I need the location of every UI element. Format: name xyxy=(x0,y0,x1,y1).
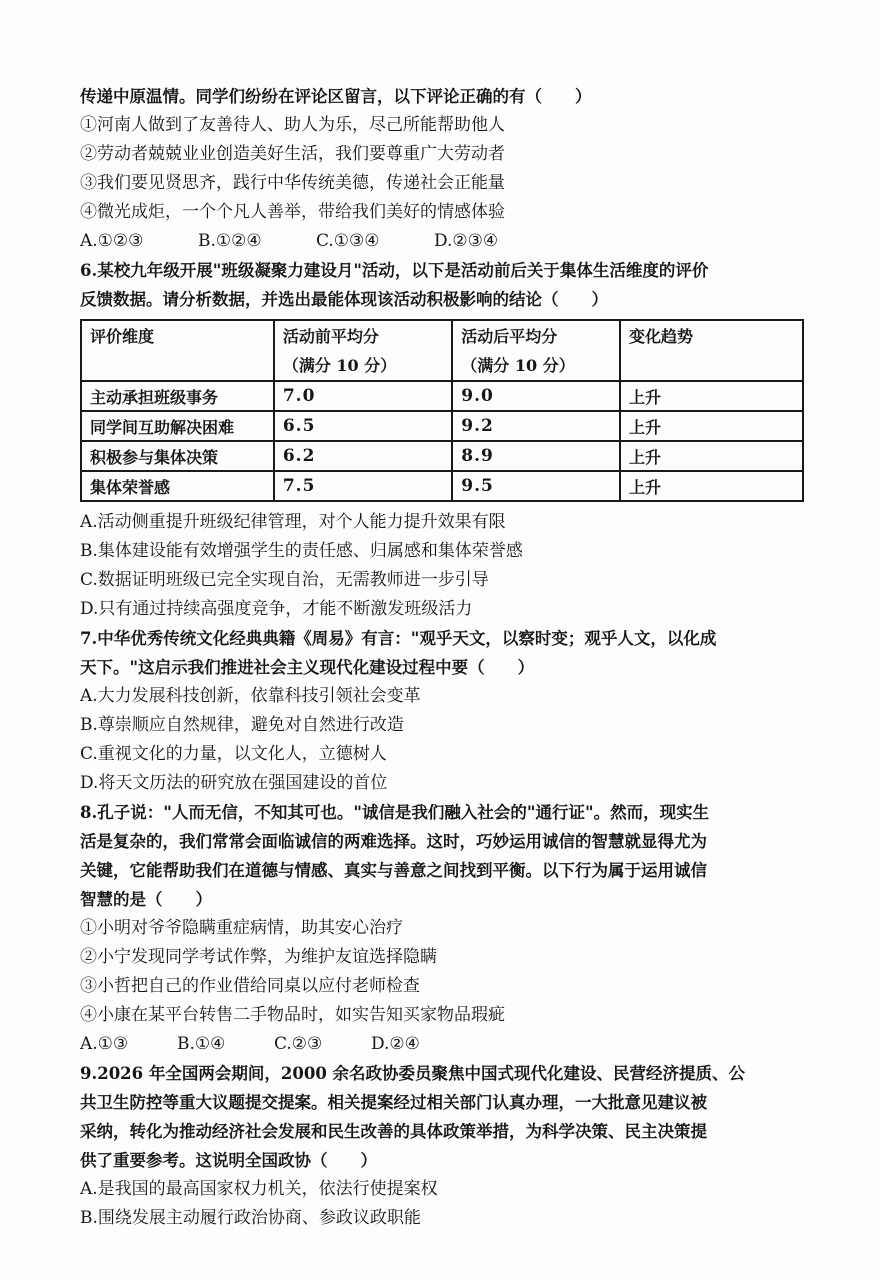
q8-statement-4: ④小康在某平台转售二手物品时，如实告知买家物品瑕疵 xyxy=(80,1005,505,1025)
q5-statement-3: ③我们要见贤思齐，践行中华传统美德，传递社会正能量 xyxy=(80,173,505,193)
q8-stem-line-2: 活是复杂的，我们常常会面临诚信的两难选择。这时，巧妙运用诚信的智慧就显得尤为 xyxy=(80,832,707,851)
q6-option-c: C.数据证明班级已完全实现自治，无需教师进一步引导 xyxy=(80,570,489,590)
table-row xyxy=(81,441,803,471)
table-header-row xyxy=(81,320,803,381)
table-row xyxy=(81,411,803,441)
q8-option-a: A.①③ xyxy=(80,1034,129,1054)
table-row xyxy=(81,381,803,411)
q8-statement-1: ①小明对爷爷隐瞒重症病情，助其安心治疗 xyxy=(80,918,403,938)
q5-options xyxy=(80,227,815,256)
table-header-trend: 变化趋势 xyxy=(620,320,803,381)
q9-stem-line-3: 采纳，转化为推动经济社会发展和民生改善的具体政策举措，为科学决策、民主决策提 xyxy=(80,1122,707,1141)
q6-option-b: B.集体建设能有效增强学生的责任感、归属感和集体荣誉感 xyxy=(80,541,523,561)
table-cell-before: 7.5 xyxy=(274,471,452,501)
q9-stem-line-2: 共卫生防控等重大议题提交提案。相关提案经过相关部门认真办理，一大批意见建议被 xyxy=(80,1093,707,1112)
table-cell-after: 9.5 xyxy=(452,471,620,501)
q8-stem-line-3: 关键，它能帮助我们在道德与情感、真实与善意之间找到平衡。以下行为属于运用诚信 xyxy=(80,861,707,880)
q7-option-c: C.重视文化的力量，以文化人，立德树人 xyxy=(80,744,387,764)
q9-option-b: B.围绕发展主动履行政治协商、参政议政职能 xyxy=(80,1208,421,1228)
q6-stem-line-1: 6.某校九年级开展"班级凝聚力建设月"活动，以下是活动前后关于集体生活维度的评价 xyxy=(80,261,709,280)
q9-stem-line-4: 供了重要参考。这说明全国政协（ ） xyxy=(80,1151,377,1170)
table-cell-before: 7.0 xyxy=(274,381,452,411)
q8-statement-3: ③小哲把自己的作业借给同桌以应付老师检查 xyxy=(80,976,420,996)
q7-stem-line-2: 天下。"这启示我们推进社会主义现代化建设过程中要（ ） xyxy=(80,658,535,677)
q7-option-d: D.将天文历法的研究放在强国建设的首位 xyxy=(80,773,388,793)
table-header-before: 活动前平均分 （满分 10 分） xyxy=(274,320,452,381)
q5-statement-1: ①河南人做到了友善待人、助人为乐，尽己所能帮助他人 xyxy=(80,115,505,135)
table-cell-after: 9.2 xyxy=(452,411,620,441)
evaluation-table xyxy=(80,319,804,502)
q5-statement-4: ④微光成炬，一个个凡人善举，带给我们美好的情感体验 xyxy=(80,202,505,222)
q7-stem-line-1: 7.中华优秀传统文化经典典籍《周易》有言："观乎天文，以察时变；观乎人文，以化成 xyxy=(80,629,717,648)
q5-option-a: A.①②③ xyxy=(80,231,144,251)
q9-stem-line-1: 9.2026 年全国两会期间，2000 余名政协委员聚焦中国式现代化建设、民营经济提质、公 xyxy=(80,1064,746,1083)
table-cell-dimension: 主动承担班级事务 xyxy=(81,381,274,411)
q6-stem-line-2: 反馈数据。请分析数据，并选出最能体现该活动积极影响的结论（ ） xyxy=(80,290,608,309)
q8-statement-2: ②小宁发现同学考试作弊，为维护友谊选择隐瞒 xyxy=(80,947,437,967)
q8-stem-line-4: 智慧的是（ ） xyxy=(80,890,212,909)
table-cell-after: 8.9 xyxy=(452,441,620,471)
q9-option-a: A.是我国的最高国家权力机关，依法行使提案权 xyxy=(80,1179,438,1199)
table-cell-after: 9.0 xyxy=(452,381,620,411)
table-cell-trend: 上升 xyxy=(620,381,803,411)
table-cell-dimension: 同学间互助解决困难 xyxy=(81,411,274,441)
q7-option-a: A.大力发展科技创新，依靠科技引领社会变革 xyxy=(80,686,421,706)
table-cell-dimension: 集体荣誉感 xyxy=(81,471,274,501)
q5-stem: 传递中原温情。同学们纷纷在评论区留言，以下评论正确的有（ ） xyxy=(80,87,592,106)
q8-stem-line-1: 8.孔子说："人而无信，不知其可也。"诚信是我们融入社会的"通行证"。然而，现实生 xyxy=(80,803,710,822)
q8-options xyxy=(80,1030,815,1059)
q5-option-b: B.①②④ xyxy=(198,231,262,251)
q8-option-d: D.②④ xyxy=(371,1034,420,1054)
q6-option-d: D.只有通过持续高强度竞争，才能不断激发班级活力 xyxy=(80,599,473,619)
q5-statement-2: ②劳动者兢兢业业创造美好生活，我们要尊重广大劳动者 xyxy=(80,144,505,164)
q7-option-b: B.尊崇顺应自然规律，避免对自然进行改造 xyxy=(80,715,404,735)
table-cell-dimension: 积极参与集体决策 xyxy=(81,441,274,471)
table-cell-trend: 上升 xyxy=(620,411,803,441)
q8-option-b: B.①④ xyxy=(177,1034,226,1054)
table-cell-before: 6.5 xyxy=(274,411,452,441)
q5-option-c: C.①③④ xyxy=(316,231,380,251)
table-cell-trend: 上升 xyxy=(620,441,803,471)
table-cell-before: 6.2 xyxy=(274,441,452,471)
table-row xyxy=(81,471,803,501)
q5-option-d: D.②③④ xyxy=(434,231,499,251)
q6-option-a: A.活动侧重提升班级纪律管理，对个人能力提升效果有限 xyxy=(80,512,506,532)
q8-option-c: C.②③ xyxy=(274,1034,323,1054)
table-header-dimension: 评价维度 xyxy=(81,320,274,381)
table-cell-trend: 上升 xyxy=(620,471,803,501)
table-header-after: 活动后平均分 （满分 10 分） xyxy=(452,320,620,381)
exam-content xyxy=(80,82,815,1233)
